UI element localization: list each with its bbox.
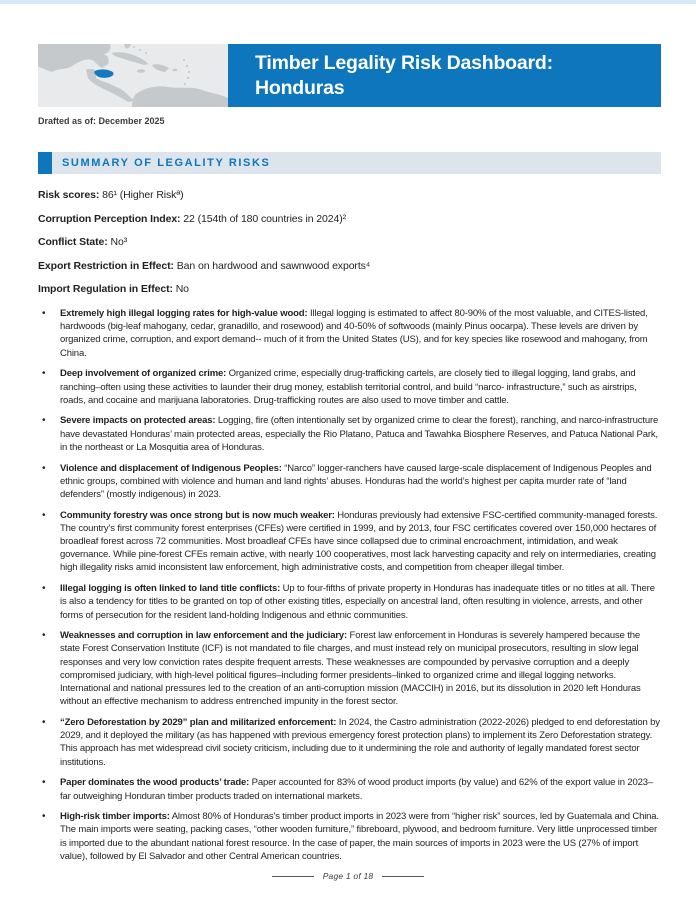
map-image (38, 44, 228, 107)
list-item (38, 307, 661, 360)
section-accent-square (38, 152, 52, 174)
report-header (38, 44, 661, 107)
bullet-lead: “Zero Deforestation by 2029” plan and militarized enforcement: (60, 716, 337, 728)
risk-label: Export Restriction in Effect: (38, 259, 174, 272)
bullet-lead: Violence and displacement of Indigenous Peoples: (60, 462, 282, 474)
bullet-marker: • (42, 777, 46, 789)
list-item (38, 716, 661, 769)
risk-row-conflict (38, 236, 661, 248)
risk-value: 86¹ (Higher Riskª) (99, 189, 184, 201)
section-title: SUMMARY OF LEGALITY RISKS (62, 157, 271, 169)
risk-value: No³ (107, 236, 128, 248)
risk-summary-block (38, 189, 661, 295)
page-title-line2: Honduras (255, 76, 345, 99)
list-item (38, 509, 661, 575)
bullet-marker: • (42, 509, 46, 521)
bullet-text: Up to four-fifths of private property in Honduras has inadequate titles or no titles at all. There is also a tendency for titles to be granted on top of other existing titles, especially on ancestral land, often resulting in violence, arrests, and other forms of persecution for the resident land-holding Indigenous and ethnic communities. (60, 583, 655, 621)
page-number: Page 1 of 18 (322, 871, 374, 881)
bullet-lead: Community forestry was once strong but is now much weaker: (60, 509, 335, 521)
bullet-marker: • (42, 308, 46, 319)
list-item (38, 776, 661, 802)
map-land-puerto-rico (173, 69, 178, 71)
bullet-marker: • (42, 630, 46, 642)
bullet-lead: Deep involvement of organized crime: (60, 368, 227, 380)
bullet-text: Honduras previously had extensive FSC-certified community-managed forests. The country’s first community forest enterprises (CFEs) were certified in 1999, and by 2013, four FSC certificates covered over 150,000 hectares of broadleaf forest across 72 communities. Most broadleaf CFEs have since collapsed due to criminal encroachment, intimidation, and weak governance. While pine-forest CFEs remain active, with nearly 100 cooperatives, most lack harvesting capacity and rely on intermediaries, creating high illegality risks amid inconsistent law enforcement, high administrative costs, and competition from cheaper illegal timber. (60, 509, 658, 574)
bullet-lead: Weaknesses and corruption in law enforcement and the judiciary: (60, 630, 348, 642)
central-america-map (38, 44, 228, 107)
bullet-lead: Extremely high illegal logging rates for high-value wood: (60, 308, 308, 319)
risk-row-import-regulation (38, 283, 661, 295)
risk-row-export-restriction (38, 260, 661, 272)
bullet-lead: Severe impacts on protected areas: (60, 415, 216, 427)
risk-value: No (172, 283, 189, 295)
list-item (38, 629, 661, 708)
page-title-line1: Timber Legality Risk Dashboard: (255, 51, 553, 74)
bullet-lead: Paper dominates the wood products’ trade: (60, 777, 250, 789)
bullet-text: In 2024, the Castro administration (2022-2026) pledged to end deforestation by 2029, and it deployed the military (as has happened with previous emergency forest protection plans) to implement its Zero Deforestation strategy. This approach has met widespread civil society criticism, including due to it undermining the role and authority of legally mandated forest sector institutions. (60, 716, 660, 768)
bullet-lead: High-risk timber imports: (60, 811, 170, 823)
summary-bullet-list (38, 307, 661, 863)
bullet-lead: Illegal logging is often linked to land title conflicts: (60, 583, 281, 595)
bullet-text: Forest law enforcement in Honduras is severely hampered because the state Forest Conservation Institute (ICF) is not mandated to file charges, and must instead rely on municipal prosecutors, resulting in slow legal responses and very low conviction rates despite frequent arrests. These weaknesses are compounded by pervasive corruption and a deeply compromised judiciary, with high-level political figures–including former presidents–linked to organized crime and illegal logging networks. International and national pressures led to the creation of an anti-corruption mission (MACCIH) in 2016, but its dissolution in 2020 left Honduras without an effective mechanism to address entrenched impunity in the forest sector. (60, 630, 641, 708)
bullet-text: Almost 80% of Honduras’s timber product imports in 2023 were from “higher risk” sources, led by Guatemala and China. The main imports were seating, packing cases, “other wooden furniture,” fibreboard, plywood, and bedroom furniture. Very little unprocessed timber is imported due to the abundant national forest resource. In the case of paper, the main sources of imports in 2023 were the US (27% of import value), followed by El Salvador and other Central American countries. (60, 811, 659, 862)
risk-label: Conflict State: (38, 236, 108, 248)
section-header (38, 152, 661, 174)
bullet-text: “Narco” logger-ranchers have caused large-scale displacement of Indigenous Peoples and ethnic groups, combined with violence and human and land rights’ abuses. Honduras had the world’s highest per capita murder rate of “land defenders” (mostly indigenous) in 2023. (60, 462, 652, 500)
bullet-marker: • (42, 368, 46, 380)
risk-value: Ban on hardwood and sawnwood exports⁴ (173, 259, 371, 272)
bullet-marker: • (42, 583, 46, 595)
list-item (38, 367, 661, 407)
list-item (38, 582, 661, 622)
risk-label: Corruption Perception Index: (38, 212, 181, 225)
bullet-marker: • (42, 811, 46, 823)
title-banner (228, 44, 661, 107)
risk-row-cpi (38, 213, 661, 225)
bullet-text: Paper accounted for 83% of wood product imports (by value) and 62% of the export value in 2023–far outweighing Honduran timber products traded on international markets. (60, 777, 654, 802)
risk-value: 22 (154th of 180 countries in 2024)² (180, 212, 347, 225)
list-item (38, 414, 661, 454)
bullet-text: Logging, fire (often intentionally set by organized crime to clear the forest), ranching, and narco-infrastructure have devastated Honduras’ main protected areas, especially the Rio Platano, Patuca and Tawahka Biosphere Reserves, and Patuca National Park, in the northeast or La Mosquitia area of Honduras. (60, 415, 659, 453)
bullet-marker: • (42, 415, 46, 427)
bullet-text: Illegal logging is estimated to affect 80-90% of the most valuable, and CITES-listed, hardwoods (big-leaf mahogany, cedar, granadillo, and rosewood) and 40-50% of softwoods (mainly Pinus oocarpa). These levels are driven by organized crime, corruption, and export demand-- much of it from the United States (US), and for key species like rosewood and mahogany, from China. (60, 308, 648, 359)
risk-row-scores (38, 189, 661, 201)
map-land-jamaica (137, 69, 145, 73)
footer-rule-left (272, 876, 314, 877)
section-title-strip (52, 152, 661, 174)
bullet-marker: • (42, 716, 46, 728)
risk-label: Import Regulation in Effect: (38, 283, 173, 295)
bullet-text: Organized crime, especially drug-trafficking cartels, are closely tied to illegal logging, land grabs, and ranching–often using these activities to launder their drug money, establish territorial control, and build “narco- infrastructure,” such as airstrips, roads, and cocaine and marijuana laboratories. Drug-trafficking routes are also used to move timber and cattle. (60, 368, 637, 406)
list-item (38, 810, 661, 863)
top-accent-strip (0, 0, 696, 4)
footer-rule-right (382, 876, 424, 877)
bullet-marker: • (42, 462, 46, 474)
list-item (38, 462, 661, 502)
page-content (0, 44, 696, 863)
risk-label: Risk scores: (38, 189, 100, 201)
drafted-date: Drafted as of: December 2025 (38, 116, 165, 126)
page-footer (0, 871, 696, 881)
